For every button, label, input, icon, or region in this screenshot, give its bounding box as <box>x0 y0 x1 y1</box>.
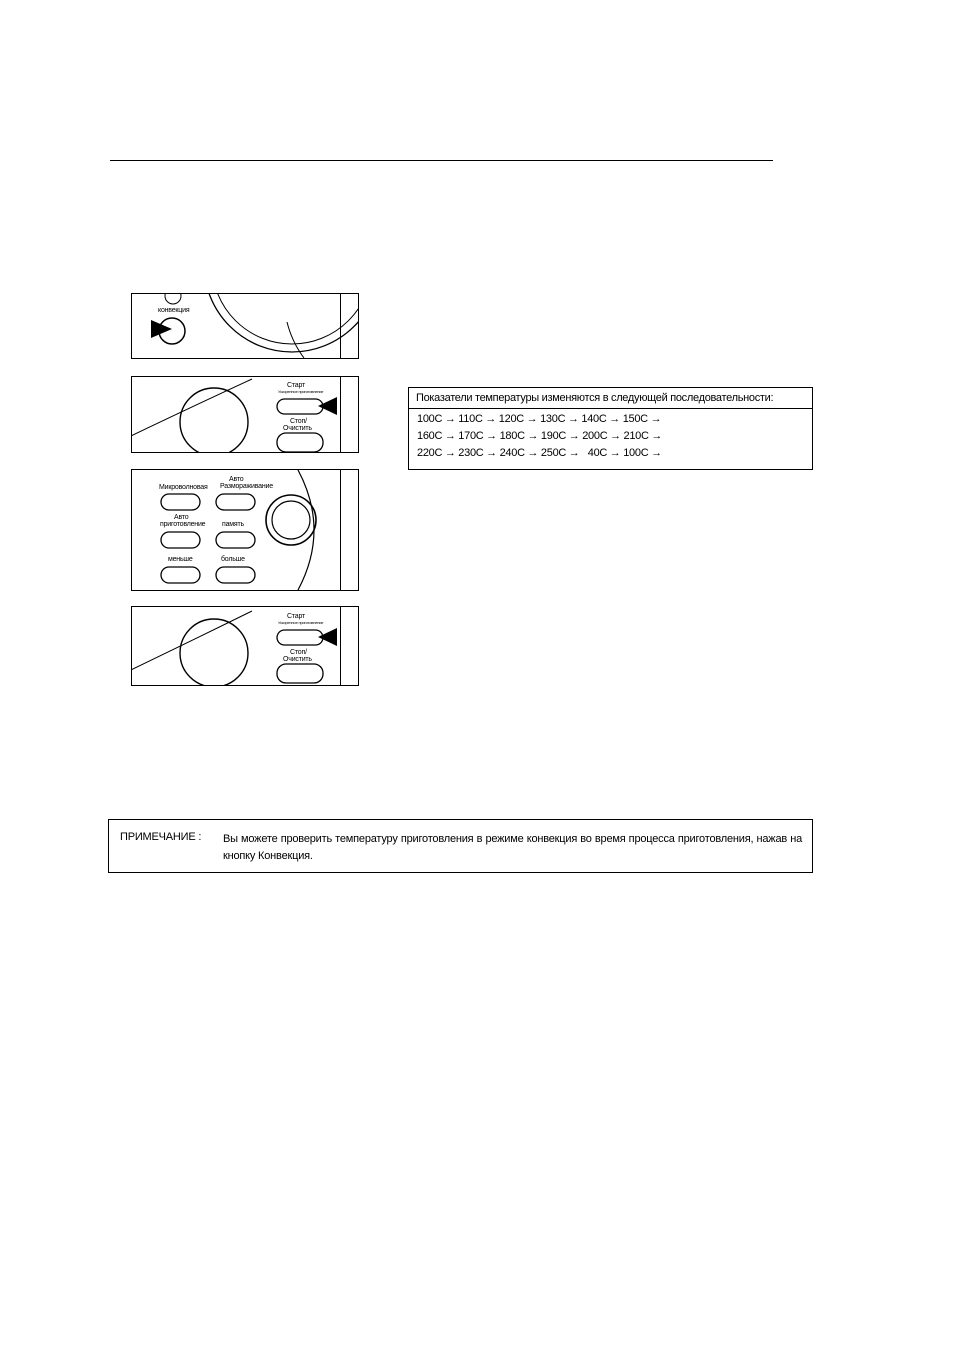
panel-convection <box>131 293 359 359</box>
panel-edge <box>340 377 358 452</box>
temperature-row-2: 160C → 170C → 180C → 190C → 200C → 210C → <box>417 430 663 442</box>
start-sub-label: Ускоренное приготовление <box>278 620 324 625</box>
auto-defrost-label-2: Размораживание <box>220 483 273 490</box>
note-box <box>108 819 813 873</box>
panel-edge <box>340 294 358 358</box>
memory-label: память <box>222 521 244 528</box>
temperature-sequence-box <box>408 387 813 470</box>
auto-defrost-label-1: Авто <box>229 476 244 483</box>
start-button[interactable] <box>277 630 323 645</box>
auto-cook-label-2: приготовление <box>160 521 206 528</box>
clear-label: Очистить <box>283 656 312 663</box>
start-sub-label: Ускоренное приготовление <box>278 389 324 394</box>
more-label: больше <box>221 556 245 563</box>
clear-label: Очистить <box>283 425 312 432</box>
start-button[interactable] <box>277 399 323 414</box>
panel-edge <box>340 607 358 685</box>
less-label: меньше <box>168 556 193 563</box>
more-button[interactable] <box>216 567 255 583</box>
panel-start-1 <box>131 376 359 453</box>
convection-button-label: конвекция <box>158 307 190 314</box>
auto-defrost-button[interactable] <box>216 494 255 510</box>
panel-start-2 <box>131 606 359 686</box>
temperature-row-1: 100C → 110C → 120C → 130C → 140C → 150C → <box>417 413 662 425</box>
panel-edge <box>340 470 358 590</box>
stop-clear-button[interactable] <box>277 433 323 452</box>
dial-knob[interactable] <box>266 495 316 545</box>
note-text: Вы можете проверить температуру приготовления в режиме конвекция во время процесса приготовления, нажав на кнопку Конвекция. <box>223 833 802 862</box>
note-label: ПРИМЕЧАНИЕ : <box>120 831 202 843</box>
start-label: Старт <box>287 382 306 389</box>
temperature-box-header: Показатели температуры изменяются в следующей последовательности: <box>409 388 812 409</box>
temperature-row-3: 220C → 230C → 240C → 250C → 40C → 100C → <box>417 447 662 459</box>
top-rule <box>110 160 773 161</box>
less-button[interactable] <box>161 567 200 583</box>
dial-illustration <box>132 607 358 685</box>
stop-label: Стоп/ <box>290 649 307 656</box>
microwave-button[interactable] <box>161 494 200 510</box>
dial-illustration <box>132 377 358 452</box>
auto-cook-button[interactable] <box>161 532 200 548</box>
memory-button[interactable] <box>216 532 255 548</box>
panel-keypad <box>131 469 359 591</box>
stop-label: Стоп/ <box>290 418 307 425</box>
convection-button[interactable] <box>159 318 185 344</box>
stop-clear-button[interactable] <box>277 664 323 683</box>
start-label: Старт <box>287 613 306 620</box>
microwave-label: Микроволновая <box>159 484 208 491</box>
auto-cook-label-1: Авто <box>174 514 189 521</box>
